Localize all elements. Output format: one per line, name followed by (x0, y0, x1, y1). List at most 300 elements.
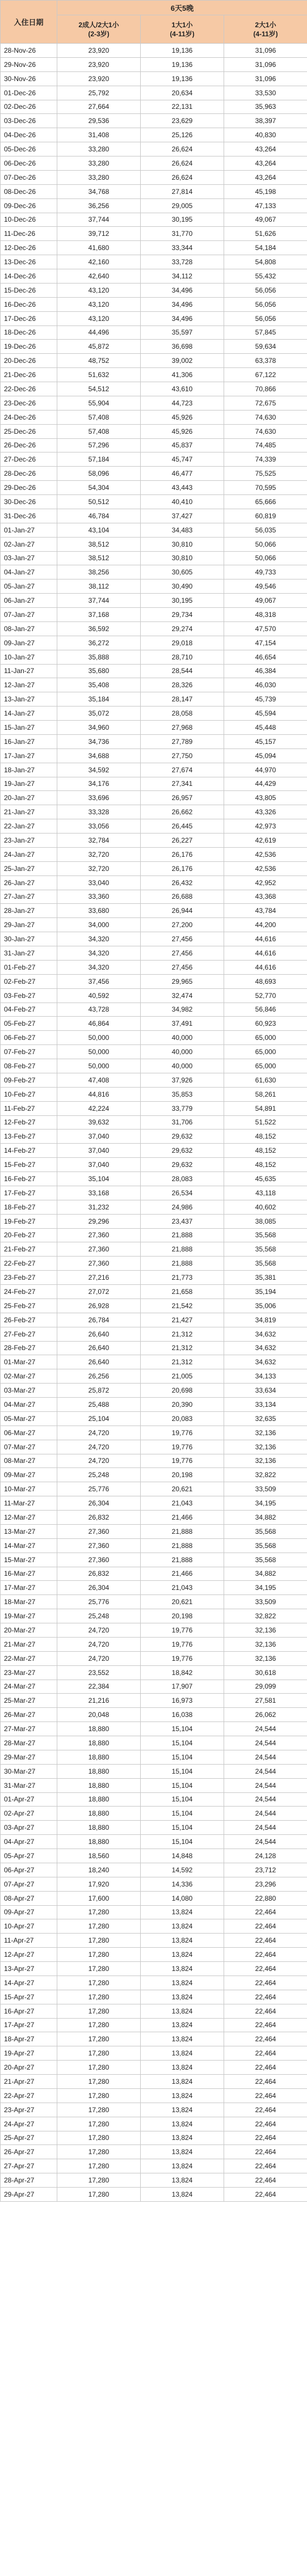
checkin-date-cell: 10-Jan-27 (1, 650, 57, 664)
price-2adult-cell: 20,048 (57, 1708, 141, 1722)
table-row (1, 664, 307, 678)
price-2adult1child-cell: 40,830 (224, 128, 307, 142)
checkin-date-cell: 29-Jan-27 (1, 918, 57, 932)
package-duration-header: 6天5晚 (57, 1, 307, 15)
price-2adult1child-cell: 22,464 (224, 2173, 307, 2188)
price-1adult1child-cell: 20,634 (141, 86, 224, 100)
checkin-date-cell: 19-Dec-26 (1, 340, 57, 354)
price-1adult1child-cell: 13,824 (141, 1990, 224, 2004)
table-row (1, 1835, 307, 1849)
price-1adult1child-cell: 31,770 (141, 227, 224, 241)
header-row-top (1, 1, 307, 15)
table-row (1, 495, 307, 509)
table-row (1, 170, 307, 184)
price-1adult1child-cell: 21,466 (141, 1511, 224, 1525)
checkin-date-cell: 04-Apr-27 (1, 1835, 57, 1849)
table-row (1, 1045, 307, 1059)
price-2adult1child-cell: 46,030 (224, 678, 307, 692)
price-2adult-cell: 48,752 (57, 354, 141, 368)
checkin-date-cell: 15-Feb-27 (1, 1158, 57, 1172)
price-2adult-cell: 37,040 (57, 1144, 141, 1158)
table-row (1, 2117, 307, 2131)
table-row (1, 875, 307, 890)
price-2adult1child-cell: 24,544 (224, 1821, 307, 1835)
table-row (1, 890, 307, 904)
checkin-date-header: 入住日期 (1, 1, 57, 44)
price-2adult1child-cell: 31,096 (224, 71, 307, 86)
checkin-date-cell: 03-Jan-27 (1, 551, 57, 565)
price-1adult1child-cell: 15,104 (141, 1821, 224, 1835)
price-2adult-cell: 22,384 (57, 1680, 141, 1694)
checkin-date-cell: 14-Jan-27 (1, 707, 57, 721)
price-1adult1child-cell: 26,688 (141, 890, 224, 904)
price-2adult1child-cell: 34,195 (224, 1581, 307, 1595)
price-2adult-cell: 18,880 (57, 1750, 141, 1764)
price-1adult1child-cell: 27,814 (141, 184, 224, 198)
price-1adult1child-cell: 13,824 (141, 2117, 224, 2131)
price-1adult1child-cell: 27,674 (141, 763, 224, 777)
table-row (1, 509, 307, 523)
checkin-date-cell: 26-Feb-27 (1, 1313, 57, 1327)
price-2adult-cell: 42,640 (57, 269, 141, 284)
col-1adult1child-header-line2: (4-11岁) (170, 29, 195, 38)
table-row (1, 1849, 307, 1863)
price-2adult-cell: 39,712 (57, 227, 141, 241)
price-1adult1child-cell: 27,456 (141, 960, 224, 974)
table-row (1, 819, 307, 834)
checkin-date-cell: 28-Apr-27 (1, 2173, 57, 2188)
table-row (1, 255, 307, 269)
price-1adult1child-cell: 22,131 (141, 100, 224, 114)
price-2adult-cell: 38,512 (57, 537, 141, 551)
checkin-date-cell: 18-Mar-27 (1, 1595, 57, 1609)
checkin-date-cell: 01-Feb-27 (1, 960, 57, 974)
price-1adult1child-cell: 28,058 (141, 707, 224, 721)
price-1adult1child-cell: 45,747 (141, 452, 224, 467)
checkin-date-cell: 10-Mar-27 (1, 1482, 57, 1496)
price-2adult1child-cell: 56,035 (224, 523, 307, 537)
price-2adult-cell: 43,120 (57, 297, 141, 311)
checkin-date-cell: 03-Feb-27 (1, 988, 57, 1003)
price-2adult-cell: 54,512 (57, 382, 141, 396)
price-2adult1child-cell: 33,134 (224, 1398, 307, 1412)
price-2adult-cell: 37,040 (57, 1158, 141, 1172)
checkin-date-cell: 05-Apr-27 (1, 1849, 57, 1863)
table-row (1, 396, 307, 410)
price-2adult1child-cell: 47,133 (224, 198, 307, 213)
price-2adult1child-cell: 49,067 (224, 594, 307, 608)
price-2adult1child-cell: 32,822 (224, 1609, 307, 1623)
price-2adult1child-cell: 24,544 (224, 1778, 307, 1792)
price-2adult-cell: 17,280 (57, 2145, 141, 2159)
price-2adult1child-cell: 24,128 (224, 1849, 307, 1863)
price-2adult1child-cell: 22,464 (224, 2046, 307, 2061)
price-2adult-cell: 44,496 (57, 325, 141, 340)
checkin-date-cell: 31-Jan-27 (1, 946, 57, 961)
price-1adult1child-cell: 19,776 (141, 1454, 224, 1468)
table-row (1, 2061, 307, 2075)
checkin-date-cell: 24-Mar-27 (1, 1680, 57, 1694)
checkin-date-cell: 28-Feb-27 (1, 1341, 57, 1355)
price-2adult1child-cell: 22,464 (224, 2145, 307, 2159)
checkin-date-cell: 11-Mar-27 (1, 1496, 57, 1511)
table-row (1, 1482, 307, 1496)
checkin-date-cell: 18-Feb-27 (1, 1200, 57, 1214)
price-2adult-cell: 58,096 (57, 467, 141, 481)
price-2adult-cell: 17,280 (57, 2046, 141, 2061)
checkin-date-cell: 13-Mar-27 (1, 1524, 57, 1538)
price-1adult1child-cell: 21,312 (141, 1327, 224, 1341)
price-1adult1child-cell: 33,344 (141, 241, 224, 255)
checkin-date-cell: 02-Mar-27 (1, 1369, 57, 1384)
price-2adult1child-cell: 32,136 (224, 1637, 307, 1651)
price-2adult1child-cell: 43,805 (224, 791, 307, 805)
price-2adult-cell: 31,232 (57, 1200, 141, 1214)
table-row (1, 452, 307, 467)
price-2adult1child-cell: 24,544 (224, 1722, 307, 1736)
price-1adult1child-cell: 19,136 (141, 57, 224, 71)
price-2adult1child-cell: 30,618 (224, 1665, 307, 1680)
price-1adult1child-cell: 32,474 (141, 988, 224, 1003)
price-2adult-cell: 57,184 (57, 452, 141, 467)
table-row (1, 2004, 307, 2018)
price-2adult1child-cell: 22,464 (224, 2061, 307, 2075)
checkin-date-cell: 01-Mar-27 (1, 1355, 57, 1369)
price-1adult1child-cell: 27,456 (141, 932, 224, 946)
price-1adult1child-cell: 13,824 (141, 1948, 224, 1962)
price-1adult1child-cell: 29,632 (141, 1144, 224, 1158)
price-2adult-cell: 27,072 (57, 1285, 141, 1299)
price-2adult-cell: 32,720 (57, 847, 141, 861)
price-2adult-cell: 55,904 (57, 396, 141, 410)
price-2adult-cell: 35,104 (57, 1172, 141, 1186)
price-2adult1child-cell: 33,634 (224, 1384, 307, 1398)
price-1adult1child-cell: 45,926 (141, 424, 224, 438)
table-row (1, 861, 307, 875)
price-1adult1child-cell: 27,789 (141, 734, 224, 748)
checkin-date-cell: 30-Nov-26 (1, 71, 57, 86)
price-2adult-cell: 26,928 (57, 1298, 141, 1313)
table-row (1, 1242, 307, 1257)
price-2adult1child-cell: 54,184 (224, 241, 307, 255)
price-2adult-cell: 23,552 (57, 1665, 141, 1680)
price-2adult1child-cell: 35,568 (224, 1553, 307, 1567)
price-2adult1child-cell: 34,632 (224, 1327, 307, 1341)
price-2adult1child-cell: 33,509 (224, 1595, 307, 1609)
price-2adult-cell: 25,248 (57, 1468, 141, 1482)
table-row (1, 734, 307, 748)
table-row (1, 523, 307, 537)
table-row (1, 1609, 307, 1623)
price-2adult1child-cell: 74,485 (224, 438, 307, 452)
price-2adult-cell: 33,680 (57, 904, 141, 918)
checkin-date-cell: 14-Apr-27 (1, 1976, 57, 1990)
price-2adult-cell: 17,280 (57, 2173, 141, 2188)
price-2adult1child-cell: 23,712 (224, 1863, 307, 1877)
price-2adult-cell: 35,680 (57, 664, 141, 678)
table-row (1, 1807, 307, 1821)
price-1adult1child-cell: 29,965 (141, 974, 224, 988)
price-1adult1child-cell: 29,632 (141, 1158, 224, 1172)
price-2adult1child-cell: 34,632 (224, 1341, 307, 1355)
table-row (1, 974, 307, 988)
price-2adult-cell: 26,640 (57, 1327, 141, 1341)
price-2adult1child-cell: 45,198 (224, 184, 307, 198)
checkin-date-cell: 22-Feb-27 (1, 1257, 57, 1271)
price-1adult1child-cell: 16,973 (141, 1694, 224, 1708)
checkin-date-cell: 23-Dec-26 (1, 396, 57, 410)
price-1adult1child-cell: 21,888 (141, 1242, 224, 1257)
price-2adult1child-cell: 29,099 (224, 1680, 307, 1694)
table-row (1, 580, 307, 594)
price-1adult1child-cell: 29,005 (141, 198, 224, 213)
price-2adult1child-cell: 52,770 (224, 988, 307, 1003)
table-row (1, 1736, 307, 1750)
price-1adult1child-cell: 34,496 (141, 311, 224, 325)
price-1adult1child-cell: 33,728 (141, 255, 224, 269)
price-2adult-cell: 26,832 (57, 1511, 141, 1525)
price-2adult1child-cell: 22,464 (224, 2159, 307, 2173)
price-1adult1child-cell: 21,773 (141, 1271, 224, 1285)
table-row (1, 918, 307, 932)
table-row (1, 1750, 307, 1764)
checkin-date-cell: 07-Feb-27 (1, 1045, 57, 1059)
table-row (1, 1792, 307, 1807)
price-2adult1child-cell: 42,973 (224, 819, 307, 834)
price-2adult1child-cell: 35,006 (224, 1298, 307, 1313)
price-1adult1child-cell: 14,848 (141, 1849, 224, 1863)
table-row (1, 1454, 307, 1468)
table-row (1, 1496, 307, 1511)
price-2adult1child-cell: 75,525 (224, 467, 307, 481)
price-2adult1child-cell: 70,595 (224, 481, 307, 495)
price-2adult-cell: 33,280 (57, 156, 141, 171)
checkin-date-cell: 05-Jan-27 (1, 580, 57, 594)
checkin-date-cell: 30-Jan-27 (1, 932, 57, 946)
checkin-date-cell: 11-Jan-27 (1, 664, 57, 678)
price-1adult1child-cell: 13,824 (141, 2088, 224, 2103)
price-1adult1child-cell: 44,723 (141, 396, 224, 410)
price-2adult1child-cell: 54,891 (224, 1101, 307, 1115)
price-2adult-cell: 27,360 (57, 1242, 141, 1257)
table-row (1, 354, 307, 368)
price-1adult1child-cell: 26,227 (141, 834, 224, 848)
price-2adult1child-cell: 54,808 (224, 255, 307, 269)
price-2adult1child-cell: 32,136 (224, 1440, 307, 1454)
price-2adult-cell: 17,280 (57, 1976, 141, 1990)
price-2adult-cell: 17,920 (57, 1877, 141, 1891)
price-1adult1child-cell: 19,776 (141, 1426, 224, 1440)
checkin-date-cell: 02-Apr-27 (1, 1807, 57, 1821)
table-row (1, 791, 307, 805)
table-row (1, 1257, 307, 1271)
price-2adult-cell: 17,280 (57, 2159, 141, 2173)
price-1adult1child-cell: 27,750 (141, 748, 224, 763)
table-row (1, 1130, 307, 1144)
checkin-date-cell: 30-Dec-26 (1, 495, 57, 509)
table-row (1, 184, 307, 198)
price-1adult1child-cell: 26,624 (141, 142, 224, 156)
price-1adult1child-cell: 29,018 (141, 636, 224, 650)
table-row (1, 1059, 307, 1073)
price-1adult1child-cell: 13,824 (141, 2075, 224, 2089)
checkin-date-cell: 19-Jan-27 (1, 777, 57, 791)
price-2adult-cell: 34,320 (57, 960, 141, 974)
table-row (1, 1214, 307, 1228)
price-1adult1child-cell: 14,592 (141, 1863, 224, 1877)
price-2adult-cell: 17,280 (57, 2018, 141, 2032)
price-1adult1child-cell: 14,336 (141, 1877, 224, 1891)
price-1adult1child-cell: 37,491 (141, 1017, 224, 1031)
price-1adult1child-cell: 25,126 (141, 128, 224, 142)
table-row (1, 1722, 307, 1736)
price-2adult1child-cell: 55,432 (224, 269, 307, 284)
price-1adult1child-cell: 26,944 (141, 904, 224, 918)
price-2adult1child-cell: 43,264 (224, 170, 307, 184)
price-2adult-cell: 25,104 (57, 1411, 141, 1426)
checkin-date-cell: 14-Mar-27 (1, 1538, 57, 1553)
price-1adult1child-cell: 27,200 (141, 918, 224, 932)
table-row (1, 1948, 307, 1962)
price-1adult1child-cell: 20,698 (141, 1384, 224, 1398)
price-1adult1child-cell: 40,410 (141, 495, 224, 509)
table-row (1, 1313, 307, 1327)
price-2adult-cell: 29,536 (57, 114, 141, 128)
price-2adult1child-cell: 35,568 (224, 1257, 307, 1271)
checkin-date-cell: 16-Dec-26 (1, 297, 57, 311)
price-1adult1child-cell: 27,456 (141, 946, 224, 961)
checkin-date-cell: 15-Mar-27 (1, 1553, 57, 1567)
checkin-date-cell: 19-Mar-27 (1, 1609, 57, 1623)
price-1adult1child-cell: 13,824 (141, 2188, 224, 2202)
price-2adult1child-cell: 24,544 (224, 1807, 307, 1821)
table-row (1, 1877, 307, 1891)
price-2adult-cell: 42,224 (57, 1101, 141, 1115)
price-2adult-cell: 44,816 (57, 1087, 141, 1101)
price-2adult-cell: 26,640 (57, 1341, 141, 1355)
price-2adult1child-cell: 49,067 (224, 213, 307, 227)
table-row (1, 2159, 307, 2173)
price-1adult1child-cell: 34,496 (141, 297, 224, 311)
price-1adult1child-cell: 21,427 (141, 1313, 224, 1327)
price-2adult-cell: 18,880 (57, 1736, 141, 1750)
table-row (1, 86, 307, 100)
price-2adult1child-cell: 43,264 (224, 156, 307, 171)
price-2adult-cell: 34,320 (57, 946, 141, 961)
price-2adult-cell: 18,880 (57, 1821, 141, 1835)
table-row (1, 1468, 307, 1482)
checkin-date-cell: 17-Dec-26 (1, 311, 57, 325)
price-2adult1child-cell: 50,066 (224, 537, 307, 551)
checkin-date-cell: 25-Dec-26 (1, 424, 57, 438)
price-1adult1child-cell: 13,824 (141, 2061, 224, 2075)
col-2adult-header-line1: 2成人/2大1小 (78, 20, 119, 29)
table-row (1, 1538, 307, 1553)
checkin-date-cell: 14-Feb-27 (1, 1144, 57, 1158)
price-2adult1child-cell: 32,822 (224, 1468, 307, 1482)
checkin-date-cell: 01-Apr-27 (1, 1792, 57, 1807)
price-2adult1child-cell: 35,568 (224, 1242, 307, 1257)
price-2adult1child-cell: 26,062 (224, 1708, 307, 1722)
price-2adult-cell: 26,784 (57, 1313, 141, 1327)
table-row (1, 241, 307, 255)
price-2adult-cell: 34,176 (57, 777, 141, 791)
price-2adult1child-cell: 22,464 (224, 2131, 307, 2145)
price-2adult1child-cell: 49,733 (224, 565, 307, 580)
price-1adult1child-cell: 30,810 (141, 537, 224, 551)
table-row (1, 594, 307, 608)
price-1adult1child-cell: 30,195 (141, 213, 224, 227)
price-1adult1child-cell: 26,445 (141, 819, 224, 834)
checkin-date-cell: 05-Feb-27 (1, 1017, 57, 1031)
price-2adult-cell: 27,664 (57, 100, 141, 114)
price-2adult-cell: 43,728 (57, 1003, 141, 1017)
price-2adult1child-cell: 31,096 (224, 44, 307, 58)
table-row (1, 1144, 307, 1158)
price-2adult1child-cell: 61,630 (224, 1073, 307, 1087)
table-row (1, 1694, 307, 1708)
table-row (1, 1511, 307, 1525)
checkin-date-cell: 10-Feb-27 (1, 1087, 57, 1101)
price-2adult1child-cell: 32,136 (224, 1454, 307, 1468)
price-1adult1child-cell: 28,083 (141, 1172, 224, 1186)
table-row (1, 748, 307, 763)
price-1adult1child-cell: 19,136 (141, 44, 224, 58)
table-row (1, 57, 307, 71)
table-row (1, 1905, 307, 1919)
price-2adult-cell: 24,720 (57, 1637, 141, 1651)
price-2adult-cell: 37,456 (57, 974, 141, 988)
price-2adult-cell: 46,864 (57, 1017, 141, 1031)
price-2adult-cell: 18,880 (57, 1764, 141, 1778)
price-2adult1child-cell: 47,570 (224, 621, 307, 636)
checkin-date-cell: 09-Feb-27 (1, 1073, 57, 1087)
price-2adult1child-cell: 31,096 (224, 57, 307, 71)
checkin-date-cell: 06-Apr-27 (1, 1863, 57, 1877)
table-row (1, 1031, 307, 1045)
checkin-date-cell: 17-Mar-27 (1, 1581, 57, 1595)
checkin-date-cell: 18-Jan-27 (1, 763, 57, 777)
price-1adult1child-cell: 21,542 (141, 1298, 224, 1313)
checkin-date-cell: 28-Jan-27 (1, 904, 57, 918)
checkin-date-cell: 21-Apr-27 (1, 2075, 57, 2089)
checkin-date-cell: 27-Feb-27 (1, 1327, 57, 1341)
price-2adult1child-cell: 49,546 (224, 580, 307, 594)
price-2adult-cell: 27,360 (57, 1524, 141, 1538)
price-1adult1child-cell: 15,104 (141, 1807, 224, 1821)
price-2adult-cell: 34,960 (57, 721, 141, 735)
table-row (1, 368, 307, 382)
price-2adult1child-cell: 34,632 (224, 1355, 307, 1369)
price-1adult1child-cell: 13,824 (141, 2159, 224, 2173)
checkin-date-cell: 08-Feb-27 (1, 1059, 57, 1073)
checkin-date-cell: 09-Dec-26 (1, 198, 57, 213)
checkin-date-cell: 17-Apr-27 (1, 2018, 57, 2032)
price-2adult-cell: 50,000 (57, 1059, 141, 1073)
price-1adult1child-cell: 35,853 (141, 1087, 224, 1101)
price-1adult1child-cell: 21,043 (141, 1581, 224, 1595)
price-2adult-cell: 57,408 (57, 424, 141, 438)
price-2adult-cell: 24,720 (57, 1426, 141, 1440)
price-1adult1child-cell: 20,390 (141, 1398, 224, 1412)
price-2adult1child-cell: 43,118 (224, 1186, 307, 1200)
price-2adult1child-cell: 24,544 (224, 1750, 307, 1764)
price-2adult1child-cell: 23,296 (224, 1877, 307, 1891)
checkin-date-cell: 28-Mar-27 (1, 1736, 57, 1750)
table-row (1, 1976, 307, 1990)
table-row (1, 1017, 307, 1031)
checkin-date-cell: 07-Mar-27 (1, 1440, 57, 1454)
